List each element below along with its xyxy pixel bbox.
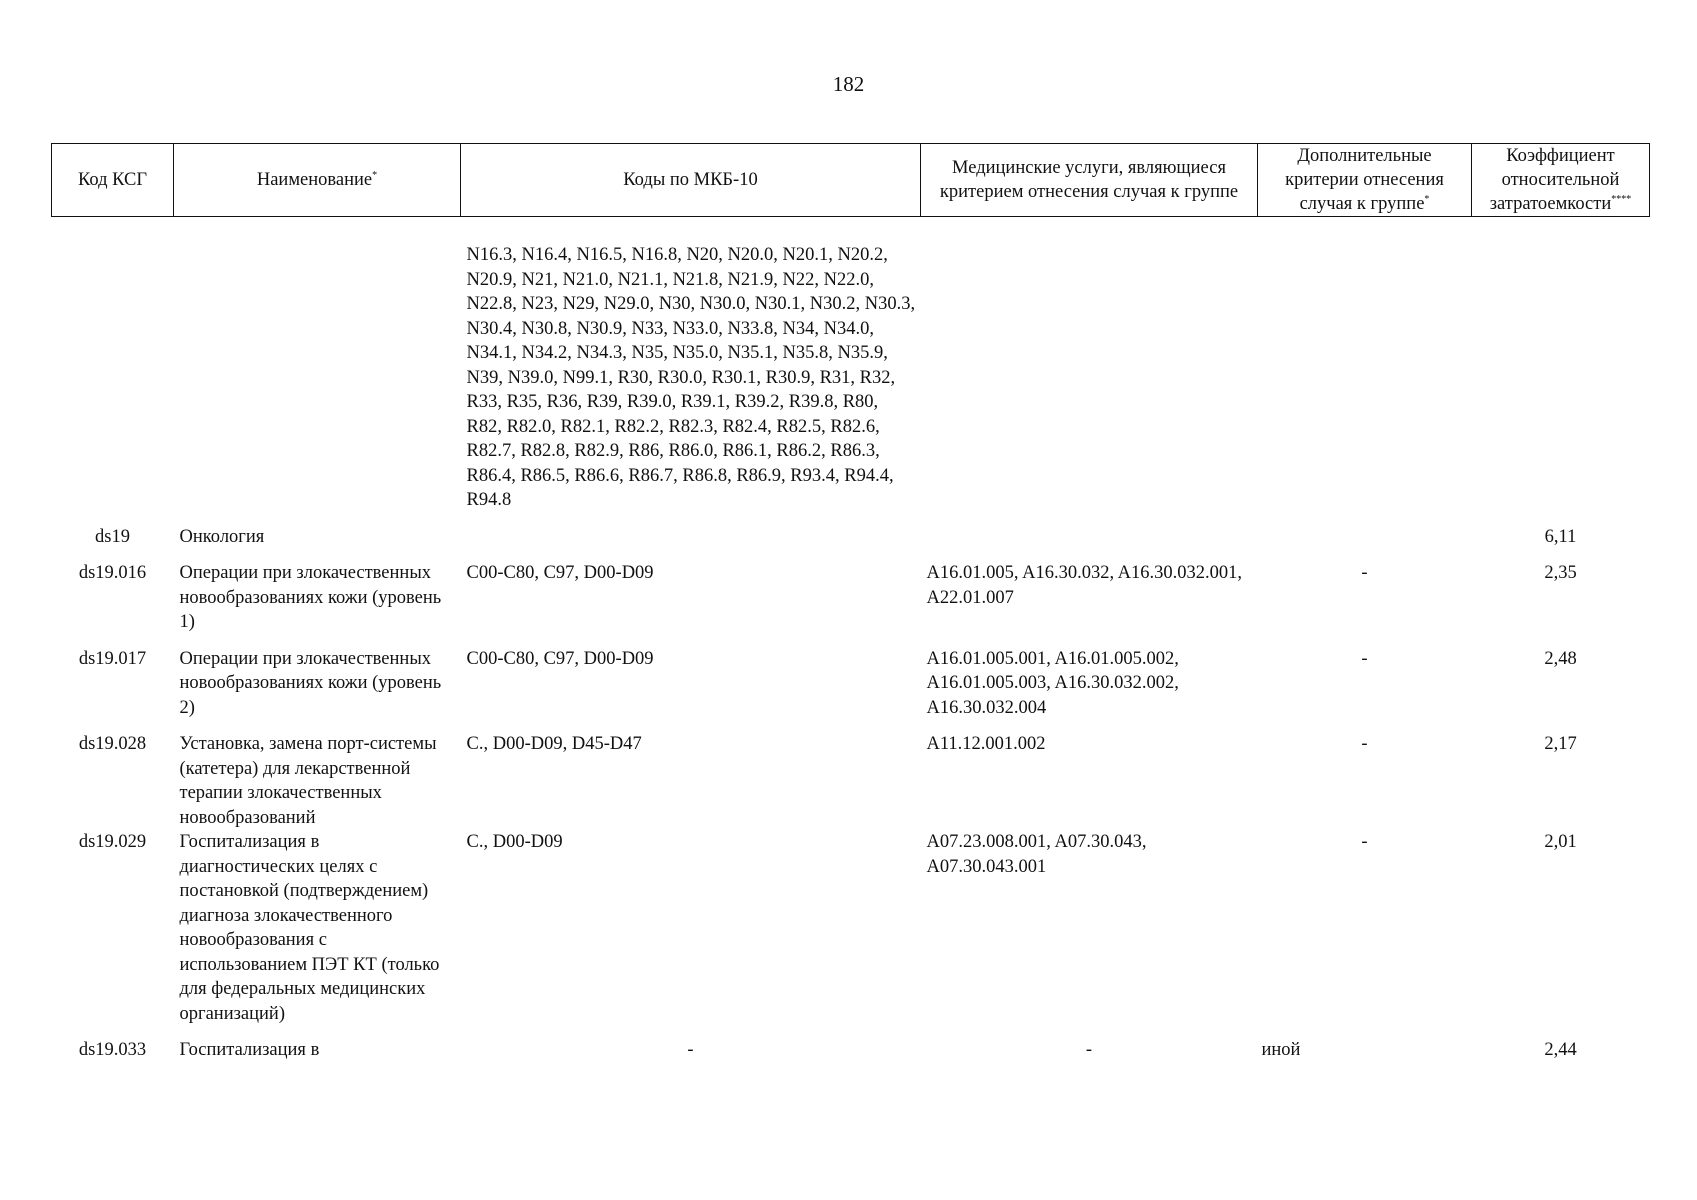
page-number: 182 [832,72,865,96]
cell-services: A16.01.005, A16.30.032, A16.30.032.001, A22.01.007 [926,563,1243,608]
header-name: Наименование* [174,144,461,217]
cell-mkb: C00-C80, C97, D00-D09 [466,563,654,583]
header-coef: Коэффициент относительной затратоемкости**** [1472,144,1650,217]
table-row [52,830,1650,1038]
table-row [52,1038,1650,1075]
table-row [52,525,1650,562]
cell-code: ds19.033 [78,1040,147,1060]
cell-services: A16.01.005.001, A16.01.005.002, A16.01.005.003, A16.30.032.002, A16.30.032.004 [926,648,1179,718]
cell-name [174,243,461,525]
ksg-table [51,143,1650,1075]
cell-name: Госпитализация в диагностических целях с постановкой (подтверждением) диагноза злокачественного новообразования с использованием ПЭТ КТ (только для федеральных медицинских организаций) [179,832,440,1024]
cell-criteria: - [1361,734,1368,754]
table-row [52,561,1650,647]
header-criteria-footnote-mark: * [1424,193,1430,205]
table-row [52,647,1650,733]
header-code: Код КСГ [52,144,174,217]
cell-code: ds19.017 [78,648,147,669]
table-header [52,144,1650,217]
cell-code: ds19.028 [78,734,147,754]
cell-criteria: - [1361,648,1368,669]
cell-name: Онкология [179,526,265,547]
header-services: Медицинские услуги, являющиеся критерием отнесения случая к группе [921,144,1258,217]
cell-services [921,525,1258,562]
cell-services: - [1085,1040,1093,1060]
cell-coef: 6,11 [1544,526,1577,547]
cell-code: ds19 [95,526,130,547]
table-row-continuation [52,243,1650,525]
cell-code: ds19.016 [78,563,147,583]
cell-name: Госпитализация в [179,1040,320,1060]
cell-mkb: C., D00-D09, D45-D47 [466,734,642,754]
cell-services: A07.23.008.001, A07.30.043, A07.30.043.001 [926,832,1147,877]
cell-name: Установка, замена порт-системы (катетера) для лекарственной терапии злокачественных новообразований [179,734,437,828]
cell-coef: 2,17 [1544,734,1577,754]
cell-coef: 2,48 [1544,648,1577,669]
cell-code: ds19.029 [78,832,147,852]
ksg-table-container [51,143,1649,1075]
cell-services: A11.12.001.002 [926,734,1046,754]
header-mkb: Коды по МКБ-10 [461,144,921,217]
cell-mkb: C00-C80, C97, D00-D09 [466,648,654,669]
cell-name: Операции при злокачественных новообразованиях кожи (уровень 2) [179,648,442,718]
cell-criteria [1258,243,1472,525]
cell-criteria [1258,525,1472,562]
cell-mkb: - [687,1040,694,1060]
cell-criteria: - [1361,832,1368,852]
cell-coef: 2,35 [1544,563,1577,583]
cell-coef: 2,01 [1544,832,1577,852]
cell-criteria: иной [1261,1040,1301,1060]
cell-mkb [461,525,921,562]
cell-coef: 2,44 [1544,1040,1577,1060]
cell-services [921,243,1258,525]
header-name-footnote-mark: * [372,169,378,181]
cell-name: Операции при злокачественных новообразованиях кожи (уровень 1) [179,563,442,632]
cell-mkb: C., D00-D09 [466,832,563,852]
header-coef-footnote-mark: **** [1611,193,1632,205]
cell-criteria: - [1361,563,1368,583]
cell-coef [1472,243,1650,525]
table-body [52,217,1650,1075]
cell-mkb-continuation: N16.3, N16.4, N16.5, N16.8, N20, N20.0, N20.1, N20.2, N20.9, N21, N21.0, N21.1, N21.8, N21.9, N22, N22.0, N22.8, N23, N29, N29.0, N30, N30.0, N30.1, N30.2, N30.3, N30.4, N30.8, N30.9, N33, N33.0, N33.8, N34, N34.0, N34.1, N34.2, N34.3, N35, N35.0, N35.1, N35.8, N35.9, N39, N39.0, N99.1, R30, R30.0, R30.1, R30.9, R31, R32, R33, R35, R36, R39, R39.0, R39.1, R39.2, R39.8, R80, R82, R82.0, R82.1, R82.2, R82.3, R82.4, R82.5, R82.6, R82.7, R82.8, R82.9, R86, R86.0, R86.1, R86.2, R86.3, R86.4, R86.5, R86.6, R86.7, R86.8, R86.9, R93.4, R94.4, R94.8 [466,245,916,510]
table-row [52,732,1650,830]
header-criteria: Дополнительные критерии отнесения случая к группе* [1258,144,1472,217]
cell-code [52,243,174,525]
